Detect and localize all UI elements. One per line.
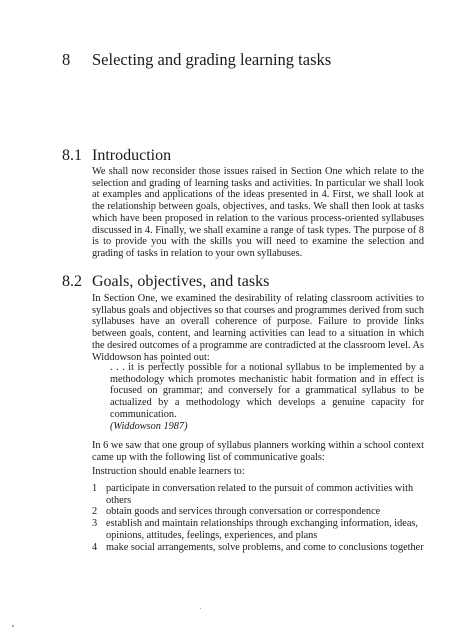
list-item: 4 make social arrangements, solve problems, and come to conclusions together bbox=[92, 541, 424, 553]
chapter-number: 8 bbox=[62, 50, 71, 69]
section-title: Introduction bbox=[92, 147, 172, 164]
section-title: Goals, objectives, and tasks bbox=[92, 273, 270, 290]
list-item: 2 obtain goods and services through conversation or correspondence bbox=[92, 506, 381, 518]
quote-citation: (Widdowson 1987) bbox=[110, 420, 188, 432]
goals-paragraph-2: In 6 we saw that one group of syllabus planners working within a school context came up with the following list of communicative goals: bbox=[92, 440, 424, 463]
chapter-title-text: Selecting and grading learning tasks bbox=[92, 50, 332, 69]
chapter-title bbox=[62, 50, 331, 70]
section-number: 8.1 bbox=[62, 147, 82, 164]
scan-speck bbox=[200, 608, 201, 609]
goals-paragraph-1: In Section One, we examined the desirability of relating classroom activities to syllabus goals and objectives so that courses and programmes derived from such syllabuses have an overall coherence of purpose. Failure to provide links between goals, content, and learning activities can lead to a situation in which the desired outcomes of a programme are contradicted at the classroom level. As Widdowson has pointed out: bbox=[92, 293, 424, 363]
list-intro: Instruction should enable learners to: bbox=[92, 466, 245, 477]
list-item: 1 participate in conversation related to the pursuit of common activities with others bbox=[92, 483, 414, 506]
quote-text: . . . it is perfectly possible for a notional syllabus to be implemented by a methodology which promotes mechanistic habit formation and in effect is focused on grammar; and conversely for a grammatical syllabus to be actualized by a methodology which develops a genuine capacity for communication. bbox=[110, 362, 424, 420]
scan-speck bbox=[12, 625, 14, 627]
widdowson-quote bbox=[110, 362, 424, 432]
section-heading-goals bbox=[62, 272, 269, 292]
section-number: 8.2 bbox=[62, 273, 82, 290]
communicative-goals-list bbox=[92, 483, 424, 553]
section-heading-introduction bbox=[62, 146, 171, 166]
list-item: 3 establish and maintain relationships through exchanging information, ideas, opinions, attitudes, feelings, experiences, and plans bbox=[92, 518, 418, 541]
introduction-paragraph: We shall now reconsider those issues raised in Section One which relate to the selection and grading of learning tasks and activities. In particular we shall look at examples and applications of the ideas presented in 4. First, we shall look at the relationship between goals, objectives, and tasks. We shall then look at tasks which have been proposed in relation to the various process-oriented syllabuses discussed in 4. Finally, we shall examine a range of task types. The purpose of 8 is to provide you with the skills you will need to examine the selection and grading of tasks in relation to your own syllabuses. bbox=[92, 166, 424, 259]
